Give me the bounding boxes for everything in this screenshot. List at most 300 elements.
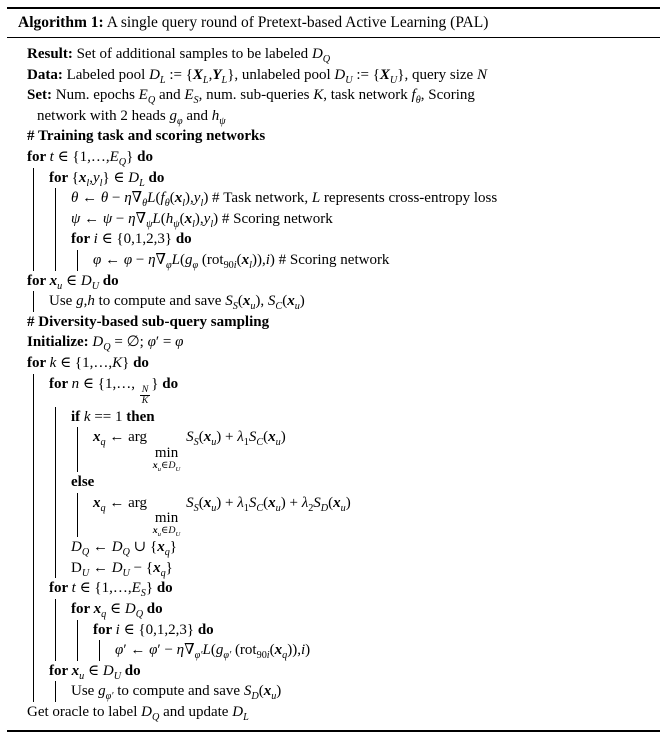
text-segment: φ bbox=[192, 259, 199, 271]
text-segment: η bbox=[128, 210, 136, 227]
algo-line bbox=[93, 493, 660, 538]
text-segment: D bbox=[251, 691, 259, 703]
text-segment: K bbox=[313, 87, 324, 104]
text-segment: ∈ {1,…, bbox=[79, 375, 139, 392]
text-segment: C bbox=[256, 437, 264, 449]
text-segment: (rot bbox=[231, 642, 257, 659]
text-segment: D bbox=[334, 66, 346, 83]
algo-line bbox=[93, 250, 660, 271]
text-segment: ψ bbox=[102, 210, 113, 227]
text-segment: x bbox=[184, 210, 193, 227]
text-segment: φ′ bbox=[223, 650, 232, 662]
text-segment: (rot bbox=[198, 251, 224, 268]
text-segment: ) bbox=[305, 642, 311, 659]
text-segment: D bbox=[149, 66, 160, 83]
text-segment: x bbox=[157, 539, 165, 556]
text-segment: L bbox=[243, 711, 249, 723]
text-segment: for bbox=[27, 148, 50, 165]
text-segment: do bbox=[197, 621, 214, 638]
text-segment: l bbox=[200, 198, 204, 210]
text-segment: D bbox=[128, 169, 140, 186]
text-segment: φ bbox=[175, 334, 184, 351]
text-segment: h bbox=[165, 210, 174, 227]
text-segment: $\frac{N}{K}$ bbox=[141, 383, 149, 407]
text-segment: min $x_u\in D_U$ bbox=[152, 445, 181, 474]
text-segment: X bbox=[192, 66, 203, 83]
text-segment: E bbox=[109, 148, 119, 165]
text-segment: U bbox=[122, 567, 130, 579]
text-segment: D bbox=[111, 539, 123, 556]
text-segment: for bbox=[71, 600, 94, 617]
text-segment: Set of additional samples to be labeled bbox=[76, 46, 312, 62]
text-segment: θ bbox=[164, 198, 170, 210]
text-segment: S bbox=[186, 429, 194, 446]
text-segment: for bbox=[93, 621, 116, 638]
text-segment: x bbox=[268, 494, 276, 511]
text-segment: − bbox=[108, 190, 125, 207]
text-segment: ′ − bbox=[157, 642, 177, 659]
text-segment: x bbox=[152, 460, 158, 472]
text-segment: x bbox=[93, 429, 101, 446]
text-segment: } ∈ bbox=[102, 169, 129, 186]
text-segment: ( bbox=[263, 494, 269, 511]
text-segment: S bbox=[140, 588, 146, 600]
text-segment: l bbox=[86, 177, 90, 189]
text-segment: S bbox=[193, 502, 199, 514]
text-segment: S bbox=[225, 293, 233, 310]
text-segment: ← arg bbox=[105, 429, 151, 446]
text-segment: U bbox=[81, 567, 90, 579]
text-segment: ( bbox=[263, 429, 269, 446]
text-segment: do bbox=[133, 354, 149, 371]
text-segment: Get oracle to label bbox=[27, 703, 142, 720]
text-segment: θ bbox=[100, 190, 109, 207]
text-segment: ψ bbox=[173, 218, 180, 230]
text-segment: ) + bbox=[280, 494, 302, 511]
text-segment: ′ = bbox=[155, 334, 176, 351]
text-segment: i bbox=[266, 650, 270, 662]
text-segment: ∈ {1,…, bbox=[75, 580, 132, 597]
algo-line bbox=[49, 168, 660, 189]
text-segment: φ bbox=[149, 642, 158, 659]
text-segment: do bbox=[137, 148, 153, 165]
text-segment: ( bbox=[328, 494, 334, 511]
text-segment: φ′ bbox=[105, 691, 114, 703]
text-segment: do bbox=[146, 600, 163, 617]
algo-line bbox=[93, 620, 660, 641]
text-segment: do bbox=[162, 375, 179, 392]
text-segment: ∈ bbox=[161, 460, 169, 472]
text-segment: S bbox=[267, 293, 276, 310]
text-segment: S bbox=[193, 95, 199, 107]
text-segment: Y bbox=[212, 66, 222, 83]
algorithm-number: Algorithm 1: bbox=[18, 14, 104, 31]
text-segment: , bbox=[83, 293, 88, 310]
text-segment: x bbox=[263, 683, 272, 700]
text-segment: ψ bbox=[219, 115, 226, 127]
text-segment: do bbox=[102, 272, 119, 289]
text-segment: then bbox=[126, 408, 155, 425]
text-segment: ∈ {0,1,2,3} bbox=[119, 621, 198, 638]
text-segment: λ bbox=[301, 494, 309, 511]
text-segment: ( bbox=[179, 210, 185, 227]
text-segment: and bbox=[155, 87, 185, 104]
text-segment: 90 bbox=[256, 650, 267, 662]
text-segment: for bbox=[71, 231, 94, 248]
algo-block bbox=[77, 250, 660, 271]
text-segment: x bbox=[333, 494, 341, 511]
text-segment: ) bbox=[276, 683, 282, 700]
text-segment: ), bbox=[194, 210, 204, 227]
text-segment: θ bbox=[415, 95, 421, 107]
text-segment: ) + bbox=[216, 494, 238, 511]
text-segment: S bbox=[248, 494, 257, 511]
text-segment: K bbox=[112, 354, 123, 371]
text-segment: l bbox=[182, 198, 186, 210]
algo-line bbox=[27, 332, 660, 353]
text-segment: η bbox=[176, 642, 185, 659]
algo-line bbox=[27, 44, 660, 65]
algo-line bbox=[115, 640, 660, 661]
text-segment: y bbox=[92, 169, 100, 186]
algo-line bbox=[71, 558, 660, 579]
text-segment: ( bbox=[198, 494, 204, 511]
text-segment: U bbox=[389, 74, 398, 86]
text-segment: } bbox=[145, 580, 157, 597]
text-segment: X bbox=[379, 66, 390, 83]
text-segment: = ∅; bbox=[110, 334, 148, 351]
text-segment: D bbox=[141, 703, 152, 720]
text-segment: u bbox=[271, 691, 277, 703]
text-segment: x bbox=[203, 494, 212, 511]
text-segment: ′ ← bbox=[123, 642, 150, 659]
text-segment: )), bbox=[287, 642, 301, 659]
text-segment: ( bbox=[155, 190, 161, 207]
text-segment: Q bbox=[122, 547, 130, 559]
text-segment: ∇ bbox=[135, 210, 147, 227]
text-segment: L bbox=[147, 190, 156, 207]
text-segment: y bbox=[193, 190, 201, 207]
text-segment: } bbox=[126, 148, 138, 165]
text-segment: 1 bbox=[243, 437, 249, 449]
algorithm-caption bbox=[7, 9, 660, 37]
text-segment: for bbox=[49, 169, 72, 186]
text-segment: x bbox=[71, 662, 80, 679]
algo-block bbox=[33, 168, 660, 271]
text-segment: i bbox=[93, 231, 98, 248]
text-segment: h bbox=[87, 293, 95, 310]
text-segment: network with 2 heads bbox=[37, 107, 170, 124]
text-segment: Set: bbox=[27, 87, 56, 104]
text-segment: ( bbox=[160, 210, 166, 227]
text-segment: } bbox=[169, 539, 177, 556]
text-segment: l bbox=[210, 218, 214, 230]
text-segment: C bbox=[275, 301, 283, 313]
text-segment: − { bbox=[129, 559, 154, 576]
text-segment: k bbox=[49, 354, 57, 371]
text-segment: for bbox=[27, 354, 50, 371]
text-segment: q bbox=[160, 567, 166, 579]
text-segment: i bbox=[265, 251, 270, 268]
text-segment: L bbox=[221, 74, 228, 86]
algo-block bbox=[33, 374, 660, 702]
text-segment: L bbox=[311, 190, 321, 207]
text-segment: ) # Scoring network bbox=[269, 251, 390, 268]
algorithm-body bbox=[7, 38, 660, 723]
text-segment: , num. sub-queries bbox=[198, 87, 314, 104]
text-segment: u bbox=[157, 466, 162, 474]
text-segment: D bbox=[71, 539, 82, 556]
text-segment: ) + bbox=[216, 429, 238, 446]
text-segment: Q bbox=[81, 547, 90, 559]
text-segment: q bbox=[101, 608, 107, 620]
text-segment: L bbox=[159, 74, 166, 86]
text-segment: l bbox=[99, 177, 103, 189]
text-segment: U bbox=[345, 74, 353, 86]
text-segment: ← bbox=[78, 190, 101, 207]
text-segment: Data: bbox=[27, 66, 67, 83]
text-segment: ∇ bbox=[184, 642, 195, 659]
text-segment: φ bbox=[166, 259, 172, 271]
text-segment: L bbox=[202, 74, 209, 86]
text-segment: , task network bbox=[323, 87, 412, 104]
text-segment: q bbox=[282, 650, 288, 662]
text-segment: 2 bbox=[308, 502, 314, 514]
text-segment: D bbox=[168, 525, 176, 537]
text-segment: ( bbox=[237, 293, 243, 310]
text-segment: θ bbox=[71, 190, 79, 207]
text-segment: ∈ bbox=[161, 525, 169, 537]
text-segment: do bbox=[148, 169, 165, 186]
algo-line bbox=[27, 271, 660, 292]
text-segment: min $x_u\in D_U$ bbox=[152, 510, 181, 539]
text-segment: Q bbox=[322, 54, 331, 65]
text-segment: and bbox=[182, 107, 212, 124]
text-segment: Labeled pool bbox=[66, 66, 150, 83]
text-segment: u bbox=[57, 280, 63, 292]
text-segment: D bbox=[311, 46, 323, 62]
text-segment: ( bbox=[258, 683, 264, 700]
algo-line bbox=[49, 374, 660, 407]
algo-block bbox=[77, 620, 660, 661]
text-segment: := { bbox=[352, 66, 380, 83]
text-segment: u bbox=[275, 437, 281, 449]
text-segment: g bbox=[169, 107, 177, 124]
algo-block bbox=[55, 599, 660, 661]
text-segment: ( bbox=[210, 642, 216, 659]
text-segment: E bbox=[138, 87, 148, 104]
algo-line bbox=[27, 126, 660, 147]
text-segment: == 1 bbox=[90, 408, 127, 425]
text-segment: ), bbox=[255, 293, 268, 310]
text-segment: D bbox=[92, 334, 104, 351]
text-segment: ( bbox=[269, 642, 275, 659]
text-segment: u bbox=[250, 301, 256, 313]
text-segment: U bbox=[175, 531, 181, 539]
text-segment: # Diversity-based sub-query sampling bbox=[27, 313, 270, 330]
text-segment: u bbox=[157, 531, 162, 539]
text-segment: h bbox=[211, 107, 220, 124]
text-segment: D bbox=[111, 559, 123, 576]
text-segment: φ bbox=[115, 642, 124, 659]
text-segment: D bbox=[320, 502, 329, 514]
text-segment: D bbox=[168, 460, 176, 472]
text-segment: u bbox=[340, 502, 346, 514]
algo-block bbox=[55, 681, 660, 702]
algo-line bbox=[71, 681, 660, 702]
text-segment: Use bbox=[49, 293, 77, 310]
text-segment: λ bbox=[237, 429, 244, 446]
text-segment: x bbox=[93, 600, 102, 617]
text-segment: ∈ bbox=[62, 272, 81, 289]
text-segment: ( bbox=[169, 190, 175, 207]
text-segment: ← bbox=[80, 210, 103, 227]
text-segment: g bbox=[185, 251, 193, 268]
text-segment: ψ bbox=[146, 218, 153, 230]
text-segment: u bbox=[275, 502, 281, 514]
text-segment: do bbox=[156, 580, 173, 597]
text-segment: S bbox=[232, 301, 238, 313]
text-segment: and update bbox=[159, 703, 233, 720]
text-segment: Q bbox=[151, 711, 160, 723]
algo-line bbox=[49, 578, 660, 599]
text-segment: ∪ { bbox=[129, 539, 158, 556]
text-segment: q bbox=[100, 502, 106, 514]
text-segment: l bbox=[192, 218, 195, 230]
text-segment: u bbox=[79, 670, 85, 682]
text-segment: φ′ bbox=[194, 650, 203, 662]
text-segment: D bbox=[232, 703, 244, 720]
text-segment: n bbox=[71, 375, 80, 392]
text-segment: φ bbox=[147, 334, 156, 351]
text-segment: x bbox=[153, 559, 161, 576]
text-segment: for bbox=[27, 272, 50, 289]
text-segment: f bbox=[160, 190, 165, 207]
text-segment: ← arg bbox=[105, 494, 151, 511]
text-segment: ψ bbox=[71, 210, 81, 227]
text-segment: else bbox=[71, 473, 95, 490]
algo-line bbox=[71, 188, 660, 209]
text-segment: L bbox=[202, 642, 211, 659]
text-segment: u bbox=[211, 437, 217, 449]
algo-line bbox=[37, 106, 660, 127]
text-segment: represents cross-entropy loss bbox=[320, 190, 498, 207]
text-segment: ∈ {0,1,2,3} bbox=[97, 231, 176, 248]
algo-block bbox=[55, 188, 660, 270]
text-segment: ) bbox=[345, 494, 351, 511]
text-segment: for bbox=[49, 662, 72, 679]
text-segment: i bbox=[300, 642, 306, 659]
text-segment: i bbox=[115, 621, 120, 638]
text-segment: 1 bbox=[243, 502, 249, 514]
algo-block bbox=[55, 407, 660, 579]
text-segment: x bbox=[268, 429, 276, 446]
text-segment: φ bbox=[176, 115, 183, 127]
text-segment: ∈ {1,…, bbox=[53, 148, 110, 165]
bottom-rule bbox=[7, 730, 660, 732]
text-segment: ← bbox=[101, 251, 124, 268]
text-segment: Result: bbox=[27, 46, 77, 62]
text-segment: − bbox=[112, 210, 129, 227]
algo-line bbox=[27, 85, 660, 106]
text-segment: λ bbox=[237, 494, 244, 511]
text-segment: ( bbox=[236, 251, 242, 268]
algo-block bbox=[99, 640, 660, 661]
text-segment: x bbox=[274, 642, 283, 659]
text-segment: θ bbox=[142, 198, 148, 210]
text-segment: S bbox=[248, 429, 257, 446]
text-segment: U bbox=[91, 280, 100, 292]
text-segment: u bbox=[294, 301, 300, 313]
text-segment: x bbox=[152, 525, 158, 537]
text-segment: 90 bbox=[223, 259, 234, 271]
text-segment: S bbox=[186, 494, 194, 511]
text-segment: ( bbox=[198, 429, 204, 446]
text-segment: ∇ bbox=[155, 251, 167, 268]
text-segment: x bbox=[93, 494, 101, 511]
text-segment: do bbox=[175, 231, 192, 248]
text-segment: for bbox=[49, 375, 72, 392]
text-segment: to compute and save bbox=[94, 293, 226, 310]
text-segment: k bbox=[83, 408, 91, 425]
text-segment: Initialize: bbox=[27, 334, 93, 351]
text-segment: − bbox=[132, 251, 149, 268]
text-segment: L bbox=[139, 177, 145, 189]
text-segment: , bbox=[208, 66, 213, 83]
text-segment: Num. epochs bbox=[55, 87, 139, 104]
text-segment: to compute and save bbox=[113, 683, 244, 700]
text-segment: do bbox=[124, 662, 141, 679]
text-segment: ( bbox=[180, 251, 186, 268]
text-segment: x bbox=[241, 251, 250, 268]
text-segment: ∈ {1,…, bbox=[56, 354, 113, 371]
text-segment: ∈ bbox=[106, 600, 125, 617]
text-segment: η bbox=[148, 251, 156, 268]
algo-block bbox=[77, 493, 660, 538]
text-segment: i bbox=[233, 259, 237, 271]
text-segment: Use bbox=[71, 683, 99, 700]
text-segment: g bbox=[76, 293, 84, 310]
text-segment: D bbox=[102, 662, 114, 679]
text-segment: } bbox=[165, 559, 173, 576]
text-segment: ( bbox=[282, 293, 288, 310]
text-segment: U bbox=[113, 670, 122, 682]
text-segment: ) # Task network, bbox=[203, 190, 312, 207]
algo-line bbox=[71, 209, 660, 230]
text-segment: Q bbox=[135, 608, 144, 620]
text-segment: q bbox=[100, 437, 106, 449]
algo-line bbox=[27, 65, 660, 86]
text-segment: q bbox=[164, 547, 170, 559]
text-segment: t bbox=[49, 148, 54, 165]
text-segment: if bbox=[71, 408, 84, 425]
text-segment: ), bbox=[185, 190, 194, 207]
text-segment: E bbox=[184, 87, 194, 104]
text-segment: D bbox=[124, 600, 136, 617]
text-segment: } bbox=[151, 375, 163, 392]
text-segment: S bbox=[243, 683, 252, 700]
text-segment: u bbox=[211, 502, 217, 514]
algo-line bbox=[71, 229, 660, 250]
text-segment: E bbox=[131, 580, 141, 597]
text-segment: Q bbox=[118, 156, 127, 168]
text-segment: U bbox=[175, 466, 181, 474]
text-segment: ← bbox=[89, 539, 112, 556]
text-segment: )), bbox=[251, 251, 266, 268]
text-segment: ← bbox=[89, 559, 112, 576]
text-segment: ) bbox=[299, 293, 305, 310]
algo-line bbox=[71, 599, 660, 620]
